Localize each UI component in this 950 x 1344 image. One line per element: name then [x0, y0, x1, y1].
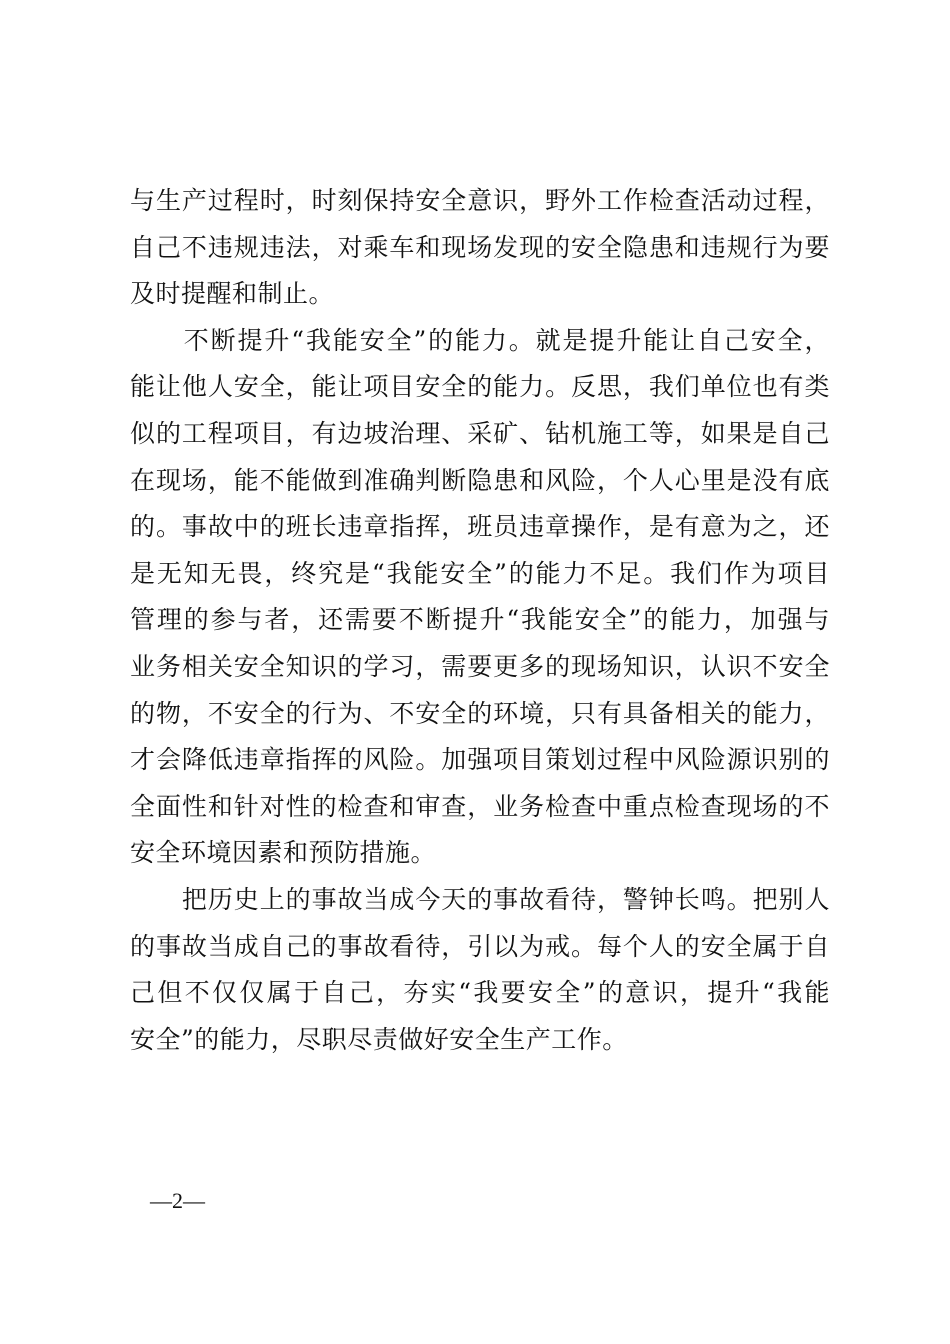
- text-line-6: 似的工程项目，有边坡治理、采矿、钻机施工等，如果是自己: [130, 418, 830, 448]
- text-line-15: 安全环境因素和预防措施。: [130, 838, 437, 868]
- text-line-17: 的事故当成自己的事故看待，引以为戒。每个人的安全属于自: [130, 931, 830, 961]
- text-line-8: 的。事故中的班长违章指挥，班员违章操作，是有意为之，还: [130, 512, 830, 542]
- text-line-18: 己但不仅仅属于自己，夯实“我要安全”的意识，提升“我能: [130, 978, 830, 1008]
- text-line-3: 及时提醒和制止。: [130, 279, 335, 309]
- text-line-10: 管理的参与者，还需要不断提升“我能安全”的能力，加强与: [130, 605, 830, 635]
- text-line-7: 在现场，能不能做到准确判断隐患和风险，个人心里是没有底: [130, 465, 830, 495]
- text-line-19: 安全”的能力，尽职尽责做好安全生产工作。: [130, 1024, 628, 1054]
- document-body: [130, 178, 830, 1063]
- text-line-1: 与生产过程时，时刻保持安全意识，野外工作检查活动过程，: [130, 186, 830, 215]
- text-line-5: 能让他人安全，能让项目安全的能力。反思，我们单位也有类: [130, 372, 830, 402]
- text-line-4: 不断提升“我能安全”的能力。就是提升能让自己安全，: [130, 325, 830, 355]
- text-line-12: 的物，不安全的行为、不安全的环境，只有具备相关的能力，: [130, 698, 830, 728]
- text-line-13: 才会降低违章指挥的风险。加强项目策划过程中风险源识别的: [130, 745, 830, 775]
- text-line-9: 是无知无畏，终究是“我能安全”的能力不足。我们作为项目: [130, 558, 830, 588]
- text-line-14: 全面性和针对性的检查和审查，业务检查中重点检查现场的不: [130, 791, 830, 821]
- page-number: —2—: [150, 1188, 205, 1213]
- text-line-2: 自己不违规违法，对乘车和现场发现的安全隐患和违规行为要: [130, 232, 830, 262]
- text-line-11: 业务相关安全知识的学习，需要更多的现场知识，认识不安全: [130, 651, 830, 681]
- text-line-16: 把历史上的事故当成今天的事故看待，警钟长鸣。把别人: [130, 884, 830, 914]
